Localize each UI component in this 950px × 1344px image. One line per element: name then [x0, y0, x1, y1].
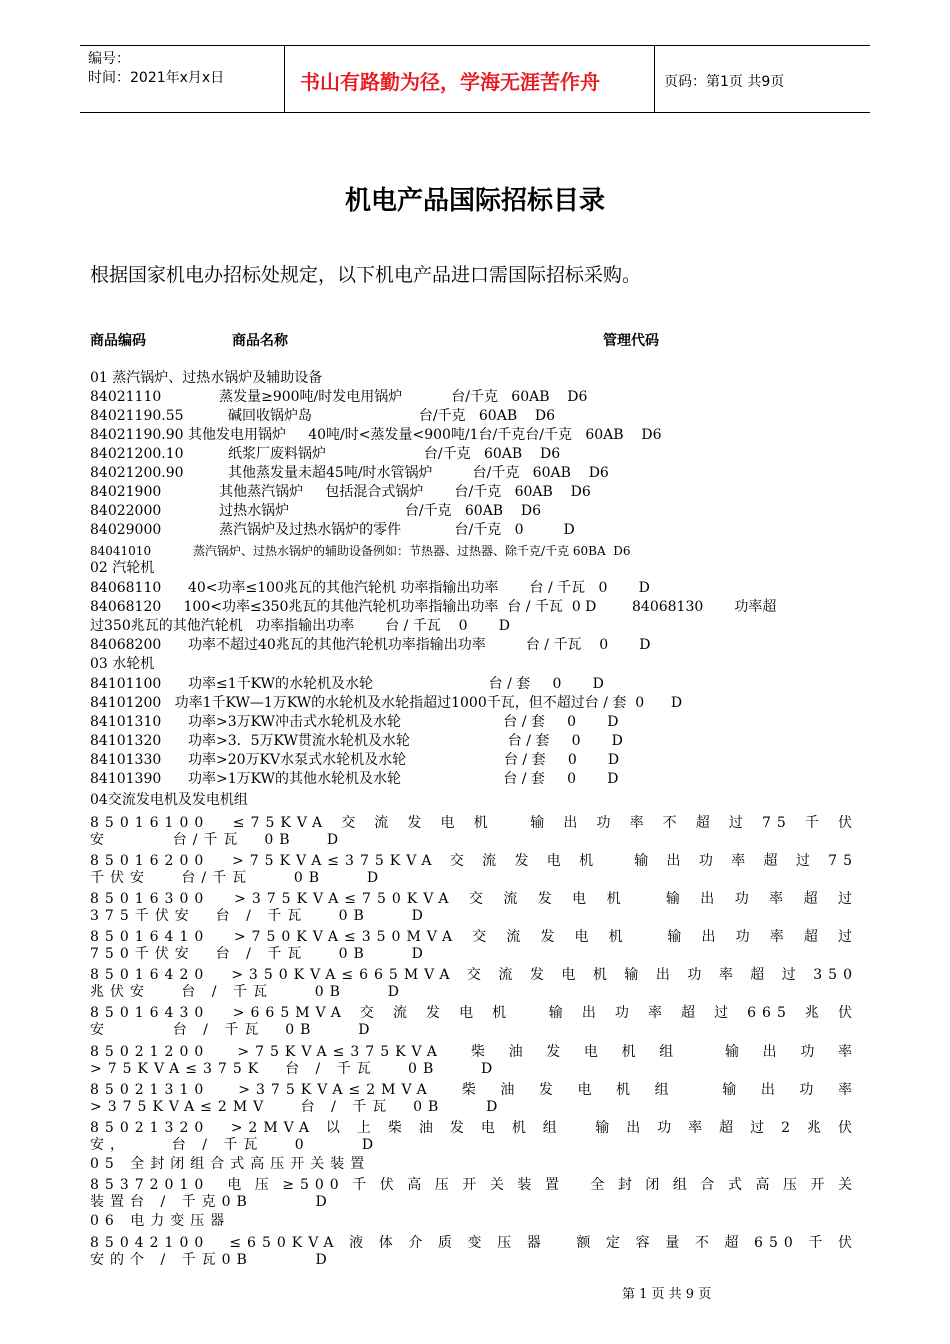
catalog-line: 84029000 蒸汽锅炉及过热水锅炉的零件 台/千克 0 D [90, 522, 575, 538]
catalog-section: 03 水轮机 [90, 656, 155, 672]
catalog-line: 85016410 >750KVA≤350MVA交流发电机 输出功率超过 [90, 929, 858, 945]
catalog-line: 84101100 功率≤1千KW的水轮机及水轮 台 / 套 0 D [90, 676, 604, 692]
header-meta [88, 50, 224, 88]
header-divider-left [284, 46, 285, 112]
catalog-line: 01 蒸汽锅炉、过热水锅炉及辅助设备 [90, 370, 323, 386]
catalog-line: 85016200 >75KVA≤375KVA交流发电机 输出功率超过75 [90, 853, 858, 869]
catalog-line-wrap: 375千伏安 台 / 千瓦 0B D [90, 908, 429, 924]
catalog-line: 84021110 蒸发量≥900吨/时发电用锅炉 台/千克 60AB D6 [90, 389, 588, 405]
catalog-line-wrap: 千伏安 台/千瓦 0B D [90, 870, 385, 886]
header-number-label: 编号： [88, 51, 130, 67]
catalog-section: 06 电力变压器 [90, 1213, 231, 1229]
catalog-line: 84101200 功率1千KW—1万KW的水轮机及水轮指超过1000千瓦，但不超过台 / 套 0 D [90, 695, 683, 711]
header-page-label: 页码：第1页 共9页 [664, 74, 785, 90]
catalog-line: 84068120 100<功率≤350兆瓦的其他汽轮机功率指输出功率 台 / 千瓦 0 D 84068130 功率超 [90, 599, 777, 615]
catalog-line-wrap: 750千伏安 台 / 千瓦 0B D [90, 946, 429, 962]
catalog-line: 84101330 功率>20万KV水泵式水轮机及水轮 台 / 套 0 D [90, 752, 620, 768]
header-divider-right [654, 46, 655, 112]
catalog-line: 84021900 其他蒸汽锅炉 包括混合式锅炉 台/千克 60AB D6 [90, 484, 591, 500]
catalog-line: 84101310 功率>3万KW冲击式水轮机及水轮 台 / 套 0 D [90, 714, 619, 730]
column-header-mgmt: 管理代码 [603, 333, 659, 349]
catalog-line: 85016420 >350KVA≤665MVA交流发电机输出功率超过350 [90, 967, 858, 983]
catalog-line: 85021310 >375KVA≤2MVA 柴油发电机组 输出功率 [90, 1082, 858, 1098]
header-bottom-rule [80, 112, 870, 113]
catalog-line: 84068110 40<功率≤100兆瓦的其他汽轮机 功率指输出功率 台 / 千瓦 0 D [90, 580, 650, 596]
catalog-line: 84022000 过热水锅炉 台/千克 60AB D6 [90, 503, 542, 519]
catalog-line-wrap: >75KVA≤375K 台 / 千瓦 0B D [90, 1061, 499, 1077]
catalog-line-wrap: 兆伏安 台 / 千瓦 0B D [90, 984, 405, 1000]
catalog-line: 过350兆瓦的其他汽轮机 功率指输出功率 台 / 千瓦 0 D [90, 618, 510, 634]
page-footer: 第 1 页 共 9 页 [622, 1287, 712, 1302]
catalog-section: 04交流发电机及发电机组 [90, 792, 248, 808]
catalog-line: 85016300 >375KVA≤750KVA交流发电机 输出功率超过 [90, 891, 858, 907]
catalog-line-wrap: 安 台 / 千瓦 0B D [90, 1022, 376, 1038]
catalog-section: 02 汽轮机 [90, 560, 155, 576]
catalog-line: 85372010 电压≥500千伏高压开关装置 全封闭组合式高压开关 [90, 1177, 858, 1193]
column-header-name: 商品名称 [232, 333, 288, 349]
catalog-section: 05 全封闭组合式高压开关装置 [90, 1156, 371, 1172]
catalog-line: 84068200 功率不超过40兆瓦的其他汽轮机功率指输出功率 台 / 千瓦 0 D [90, 637, 651, 653]
intro-paragraph: 根据国家机电办招标处规定，以下机电产品进口需国际招标采购。 [90, 264, 642, 286]
catalog-line: 84021200.90 其他蒸发量未超45吨/时水管锅炉 台/千克 60AB D6 [90, 465, 609, 481]
catalog-line: 84021200.10 纸浆厂废料锅炉 台/千克 60AB D6 [90, 446, 561, 462]
catalog-line: 84021190.90 其他发电用锅炉 40吨/时<蒸发量<900吨/1台/千克台/千克 60AB D6 [90, 427, 662, 443]
header-time-label: 时间：2021年x月x日 [88, 70, 225, 86]
catalog-line: 84101390 功率>1万KW的其他水轮机及水轮 台 / 套 0 D [90, 771, 619, 787]
catalog-line-wrap: 安 台/千瓦 0B D [90, 832, 345, 848]
catalog-line-wrap: 安， 台 / 千瓦 0 D [90, 1137, 380, 1153]
catalog-line: 85021320 >2MVA以上柴油发电机组 输出功率超过2兆伏 [90, 1120, 858, 1136]
catalog-line: 84041010 蒸汽锅炉、过热水锅炉的辅助设备例如：节热器、过热器、除千克/千克 60BA D6 [90, 544, 631, 558]
catalog-line: 84021190.55 碱回收锅炉岛 台/千克 60AB D6 [90, 408, 556, 424]
catalog-line-wrap: 安的个 / 千瓦0B D [90, 1252, 333, 1268]
catalog-line: 85016430 >665MVA交流发电机 输出功率超过665兆伏 [90, 1005, 858, 1021]
catalog-line-wrap: >375KVA≤2MV 台 / 千瓦 0B D [90, 1099, 504, 1115]
column-header-code: 商品编码 [90, 333, 146, 349]
catalog-line: 84101320 功率>3．5万KW贯流水轮机及水轮 台 / 套 0 D [90, 733, 623, 749]
catalog-line: 85016100 ≤75KVA交流发电机 输出功率不超过75千伏 [90, 815, 858, 831]
catalog-line: 85042100 ≤650KVA液体介质变压器 额定容量不超650千伏 [90, 1235, 858, 1251]
header-motto: 书山有路勤为径，学海无涯苦作舟 [300, 70, 600, 94]
catalog-line-wrap: 装置台 / 千克0B D [90, 1194, 333, 1210]
header-top-rule [80, 45, 870, 46]
document-title: 机电产品国际招标目录 [344, 186, 605, 216]
catalog-line: 85021200 >75KVA≤375KVA 柴油发电机组 输出功率 [90, 1044, 858, 1060]
